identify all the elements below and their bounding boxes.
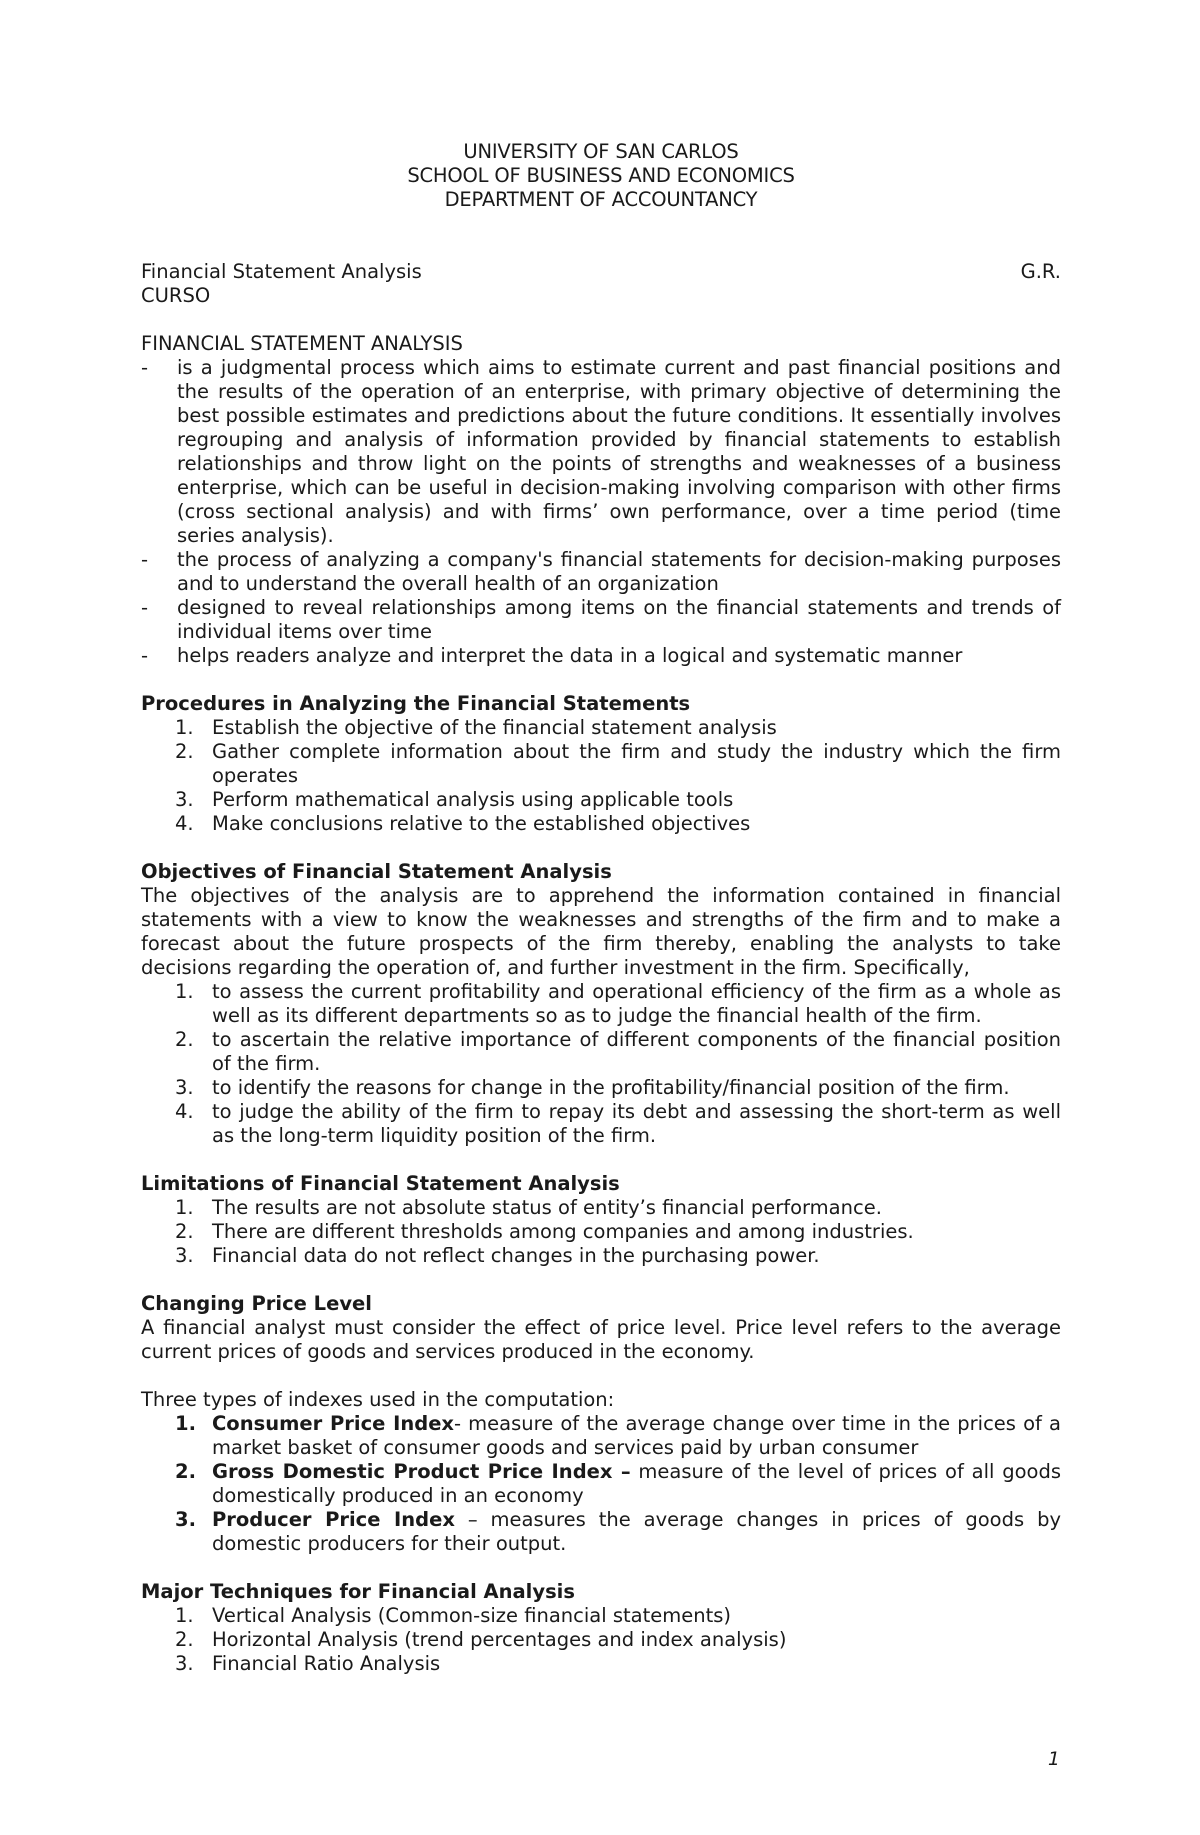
objectives-heading: Objectives of Financial Statement Analysis <box>141 860 612 883</box>
limitations-heading: Limitations of Financial Statement Analysis <box>141 1172 620 1195</box>
procedures-list <box>141 716 1061 836</box>
list-item: 4. Make conclusions relative to the established objectives <box>175 812 751 835</box>
list-item: 1. Establish the objective of the financial statement analysis <box>175 716 777 739</box>
price-level-intro: A financial analyst must consider the effect of price level. Price level refers to the average current prices of goods and services produced in the economy. <box>141 1316 1061 1363</box>
fsa-heading: FINANCIAL STATEMENT ANALYSIS <box>141 332 463 355</box>
index-term: Consumer Price Index <box>212 1412 454 1435</box>
list-item: 1. The results are not absolute status of entity’s financial performance. <box>175 1196 882 1219</box>
list-item: 2. There are different thresholds among companies and among industries. <box>175 1220 914 1243</box>
department-name: DEPARTMENT OF ACCOUNTANCY <box>444 188 758 211</box>
index-term: Gross Domestic Product Price Index – <box>212 1460 631 1483</box>
list-item: 3. Perform mathematical analysis using applicable tools <box>175 788 734 811</box>
list-item: 2. to ascertain the relative importance of different components of the financial position of the firm. <box>175 1028 1061 1075</box>
document-page <box>141 140 1061 1676</box>
fsa-definition-list <box>141 356 1061 668</box>
procedures-heading: Procedures in Analyzing the Financial Statements <box>141 692 691 715</box>
instructor-initials: G.R. <box>1020 260 1061 283</box>
index-types-list <box>141 1412 1061 1556</box>
list-item: - helps readers analyze and interpret the data in a logical and systematic manner <box>141 644 963 667</box>
document-header <box>141 140 1061 212</box>
list-item: 2. Gross Domestic Product Price Index – measure of the level of prices of all goods domestically produced in an economy <box>175 1460 1061 1507</box>
price-level-heading: Changing Price Level <box>141 1292 372 1315</box>
techniques-heading: Major Techniques for Financial Analysis <box>141 1580 575 1603</box>
list-item: - the process of analyzing a company's financial statements for decision-making purposes and to understand the overall health of an organization <box>141 548 1061 595</box>
list-item: 3. Financial data do not reflect changes in the purchasing power. <box>175 1244 820 1267</box>
index-types-intro: Three types of indexes used in the computation: <box>141 1388 615 1411</box>
objectives-list <box>141 980 1061 1148</box>
course-title: Financial Statement Analysis <box>141 260 422 283</box>
instructor-surname: CURSO <box>141 284 211 307</box>
list-item: 1. Consumer Price Index- measure of the average change over time in the prices of a market basket of consumer goods and services paid by urban consumer <box>175 1412 1062 1459</box>
list-item: 2. Gather complete information about the firm and study the industry which the firm operates <box>175 740 1061 787</box>
limitations-list <box>141 1196 1061 1268</box>
techniques-list <box>141 1604 1061 1676</box>
list-item: 3. to identify the reasons for change in the profitability/financial position of the firm. <box>175 1076 1010 1099</box>
list-item: 3. Producer Price Index – measures the average changes in prices of goods by domestic producers for their output. <box>175 1508 1062 1555</box>
list-item: 1. to assess the current profitability and operational efficiency of the firm as a whole as well as its different departments so as to judge the financial health of the firm. <box>175 980 1061 1027</box>
list-item: 3. Financial Ratio Analysis <box>175 1652 441 1675</box>
university-name: UNIVERSITY OF SAN CARLOS <box>463 140 739 163</box>
list-item: - is a judgmental process which aims to estimate current and past financial positions and the results of the operation of an enterprise, with primary objective of determining the best possible estimates and predictions about the future conditions. It essentially involves regrouping and analysis of information provided by financial statements to establish relationships and throw light on the points of strengths and weaknesses of a business enterprise, which can be useful in decision-making involving comparison with other firms (cross sectional analysis) and with firms’ own performance, over a time period (time series analysis). <box>141 356 1061 547</box>
list-item: - designed to reveal relationships among items on the financial statements and trends of individual items over time <box>141 596 1061 643</box>
list-item: 2. Horizontal Analysis (trend percentages and index analysis) <box>175 1628 787 1651</box>
list-item: 4. to judge the ability of the firm to repay its debt and assessing the short-term as well as the long-term liquidity position of the firm. <box>175 1100 1061 1147</box>
index-term: Producer Price Index <box>212 1508 455 1531</box>
school-name: SCHOOL OF BUSINESS AND ECONOMICS <box>407 164 795 187</box>
objectives-intro: The objectives of the analysis are to apprehend the information contained in financial statements with a view to know the weaknesses and strengths of the firm and to make a forecast about the future prospects of the firm thereby, enabling the analysts to take decisions regarding the operation of, and further investment in the firm. Specifically, <box>141 884 1061 979</box>
page-number: 1 <box>1047 1748 1060 1770</box>
course-line <box>141 260 1061 284</box>
list-item: 1. Vertical Analysis (Common-size financial statements) <box>175 1604 732 1627</box>
